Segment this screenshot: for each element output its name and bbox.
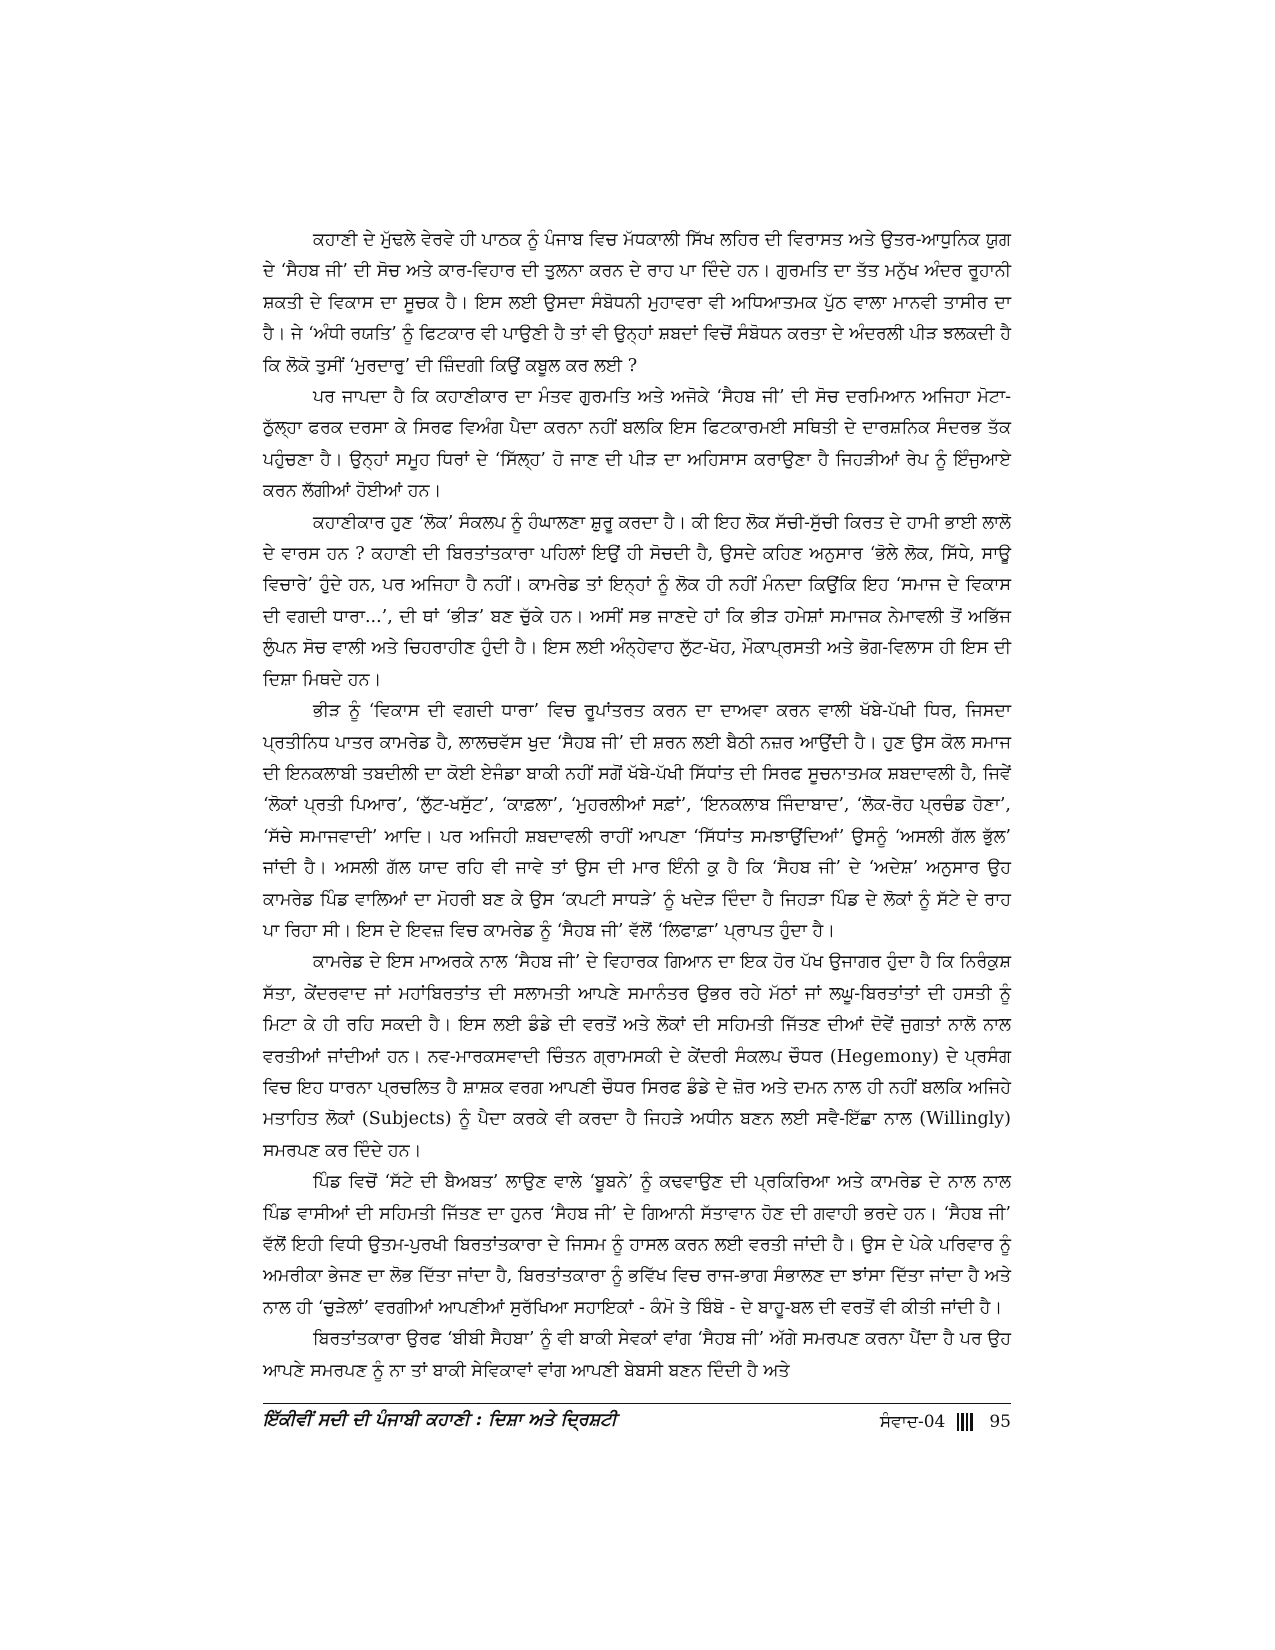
barcode-icon	[957, 1413, 973, 1431]
footer-issue-label: ਸੰਵਾਦ-04	[879, 1412, 946, 1432]
article-body	[263, 225, 1011, 1387]
paragraph-5: ਕਾਮਰੇਡ ਦੇ ਇਸ ਮਾਅਰਕੇ ਨਾਲ ‘ਸੈਹਬ ਜੀ’ ਦੇ ਵਿਹਾਰਕ ਗਿਆਨ ਦਾ ਇਕ ਹੋਰ ਪੱਖ ਉਜਾਗਰ ਹੁੰਦਾ ਹੈ ਕਿ ਨਿਰੰਕੁਸ਼ ਸੱਤਾ, ਕੇਂਦਰਵਾਦ ਜਾਂ ਮਹਾਂਬਿਰਤਾਂਤ ਦੀ ਸਲਾਮਤੀ ਆਪਣੇ ਸਮਾਨੰਤਰ ਉਭਰ ਰਹੇ ਮੱਠਾਂ ਜਾਂ ਲਘੂ-ਬਿਰਤਾਂਤਾਂ ਦੀ ਹਸਤੀ ਨੂੰ ਮਿਟਾ ਕੇ ਹੀ ਰਹਿ ਸਕਦੀ ਹੈ। ਇਸ ਲਈ ਡੰਡੇ ਦੀ ਵਰਤੋਂ ਅਤੇ ਲੋਕਾਂ ਦੀ ਸਹਿਮਤੀ ਜਿੱਤਣ ਦੀਆਂ ਦੋਵੇਂ ਜੁਗਤਾਂ ਨਾਲੋ ਨਾਲ ਵਰਤੀਆਂ ਜਾਂਦੀਆਂ ਹਨ। ਨਵ-ਮਾਰਕਸਵਾਦੀ ਚਿੰਤਨ ਗ੍ਰਾਮਸਕੀ ਦੇ ਕੇਂਦਰੀ ਸੰਕਲਪ ਚੌਧਰ (Hegemony) ਦੇ ਪ੍ਰਸੰਗ ਵਿਚ ਇਹ ਧਾਰਨਾ ਪ੍ਰਚਲਿਤ ਹੈ ਸ਼ਾਸ਼ਕ ਵਰਗ ਆਪਣੀ ਚੌਧਰ ਸਿਰਫ ਡੰਡੇ ਦੇ ਜ਼ੋਰ ਅਤੇ ਦਮਨ ਨਾਲ ਹੀ ਨਹੀਂ ਬਲਕਿ ਅਜਿਹੇ ਮਤਾਹਿਤ ਲੋਕਾਂ (Subjects) ਨੂੰ ਪੈਦਾ ਕਰਕੇ ਵੀ ਕਰਦਾ ਹੈ ਜਿਹੜੇ ਅਧੀਨ ਬਣਨ ਲਈ ਸਵੈ-ਇੱਛਾ ਨਾਲ (Willingly) ਸਮਰਪਣ ਕਰ ਦਿੰਦੇ ਹਨ।	[263, 952, 1011, 1161]
paragraph-7: ਬਿਰਤਾਂਤਕਾਰਾ ਉਰਫ ‘ਬੀਬੀ ਸੈਹਬਾ’ ਨੂੰ ਵੀ ਬਾਕੀ ਸੇਵਕਾਂ ਵਾਂਗ ‘ਸੈਹਬ ਜੀ’ ਅੱਗੇ ਸਮਰਪਣ ਕਰਨਾ ਪੈਂਦਾ ਹੈ ਪਰ ਉਹ ਆਪਣੇ ਸਮਰਪਣ ਨੂੰ ਨਾ ਤਾਂ ਬਾਕੀ ਸੇਵਿਕਾਵਾਂ ਵਾਂਗ ਆਪਣੀ ਬੇਬਸੀ ਬਣਨ ਦਿੰਦੀ ਹੈ ਅਤੇ	[263, 1329, 1011, 1381]
paragraph-4: ਭੀੜ ਨੂੰ ‘ਵਿਕਾਸ ਦੀ ਵਗਦੀ ਧਾਰਾ’ ਵਿਚ ਰੂਪਾਂਤਰਤ ਕਰਨ ਦਾ ਦਾਅਵਾ ਕਰਨ ਵਾਲੀ ਖੱਬੇ-ਪੱਖੀ ਧਿਰ, ਜਿਸਦਾ ਪ੍ਰਤੀਨਿਧ ਪਾਤਰ ਕਾਮਰੇਡ ਹੈ, ਲਾਲਚਵੱਸ ਖੁਦ ‘ਸੈਹਬ ਜੀ’ ਦੀ ਸ਼ਰਨ ਲਈ ਬੈਠੀ ਨਜ਼ਰ ਆਉਂਦੀ ਹੈ। ਹੁਣ ਉਸ ਕੋਲ ਸਮਾਜ ਦੀ ਇਨਕਲਾਬੀ ਤਬਦੀਲੀ ਦਾ ਕੋਈ ਏਜੰਡਾ ਬਾਕੀ ਨਹੀਂ ਸਗੋਂ ਖੱਬੇ-ਪੱਖੀ ਸਿੱਧਾਂਤ ਦੀ ਸਿਰਫ ਸੂਚਨਾਤਮਕ ਸ਼ਬਦਾਵਲੀ ਹੈ, ਜਿਵੇਂ ‘ਲੋਕਾਂ ਪ੍ਰਤੀ ਪਿਆਰ’, ‘ਲੁੱਟ-ਖਸੁੱਟ’, ‘ਕਾਫ਼ਲਾ’, ‘ਮੁਹਰਲੀਆਂ ਸਫ਼ਾਂ’, ‘ਇਨਕਲਾਬ ਜਿੰਦਾਬਾਦ’, ‘ਲੋਕ-ਰੋਹ ਪ੍ਰਚੰਡ ਹੋਣਾ’, ‘ਸੱਚੇ ਸਮਾਜਵਾਦੀ’ ਆਦਿ। ਪਰ ਅਜਿਹੀ ਸ਼ਬਦਾਵਲੀ ਰਾਹੀਂ ਆਪਣਾ ‘ਸਿੱਧਾਂਤ ਸਮਝਾਉਂਦਿਆਂ’ ਉਸਨੂੰ ‘ਅਸਲੀ ਗੱਲ ਭੁੱਲ’ ਜਾਂਦੀ ਹੈ। ਅਸਲੀ ਗੱਲ ਯਾਦ ਰਹਿ ਵੀ ਜਾਵੇ ਤਾਂ ਉਸ ਦੀ ਮਾਰ ਇੰਨੀ ਕੁ ਹੈ ਕਿ ‘ਸੈਹਬ ਜੀ’ ਦੇ ‘ਅਦੇਸ਼’ ਅਨੁਸਾਰ ਉਹ ਕਾਮਰੇਡ ਪਿੰਡ ਵਾਲਿਆਂ ਦਾ ਮੋਹਰੀ ਬਣ ਕੇ ਉਸ ‘ਕਪਟੀ ਸਾਧੜੇ’ ਨੂੰ ਖਦੇੜ ਦਿੰਦਾ ਹੈ ਜਿਹੜਾ ਪਿੰਡ ਦੇ ਲੋਕਾਂ ਨੂੰ ਸੱਟੇ ਦੇ ਰਾਹ ਪਾ ਰਿਹਾ ਸੀ। ਇਸ ਦੇ ਇਵਜ਼ ਵਿਚ ਕਾਮਰੇਡ ਨੂੰ ‘ਸੈਹਬ ਜੀ’ ਵੱਲੋਂ ‘ਲਿਫਾਫ਼ਾ’ ਪ੍ਰਾਪਤ ਹੁੰਦਾ ਹੈ।	[263, 701, 1011, 941]
paragraph-1: ਕਹਾਣੀ ਦੇ ਮੁੱਢਲੇ ਵੇਰਵੇ ਹੀ ਪਾਠਕ ਨੂੰ ਪੰਜਾਬ ਵਿਚ ਮੱਧਕਾਲੀ ਸਿੱਖ ਲਹਿਰ ਦੀ ਵਿਰਾਸਤ ਅਤੇ ਉਤਰ-ਆਧੁਨਿਕ ਯੁਗ ਦੇ ‘ਸੈਹਬ ਜੀ’ ਦੀ ਸੋਚ ਅਤੇ ਕਾਰ-ਵਿਹਾਰ ਦੀ ਤੁਲਨਾ ਕਰਨ ਦੇ ਰਾਹ ਪਾ ਦਿੰਦੇ ਹਨ। ਗੁਰਮਤਿ ਦਾ ਤੱਤ ਮਨੁੱਖ ਅੰਦਰ ਰੂਹਾਨੀ ਸ਼ਕਤੀ ਦੇ ਵਿਕਾਸ ਦਾ ਸੂਚਕ ਹੈ। ਇਸ ਲਈ ਉਸਦਾ ਸੰਬੋਧਨੀ ਮੁਹਾਵਰਾ ਵੀ ਅਧਿਆਤਮਕ ਪੁੱਠ ਵਾਲਾ ਮਾਨਵੀ ਤਾਸੀਰ ਦਾ ਹੈ। ਜੇ ‘ਅੰਧੀ ਰਯਤਿ’ ਨੂੰ ਫਿਟਕਾਰ ਵੀ ਪਾਉਣੀ ਹੈ ਤਾਂ ਵੀ ਉਨ੍ਹਾਂ ਸ਼ਬਦਾਂ ਵਿਚੋਂ ਸੰਬੋਧਨ ਕਰਤਾ ਦੇ ਅੰਦਰਲੀ ਪੀੜ ਝਲਕਦੀ ਹੈ ਕਿ ਲੋਕੋ ਤੁਸੀਂ ‘ਮੁਰਦਾਰੁ’ ਦੀ ਜ਼ਿੰਦਗੀ ਕਿਉਂ ਕਬੂਲ ਕਰ ਲਈ ?	[263, 230, 1011, 376]
page-number: 95	[989, 1412, 1011, 1432]
paragraph-3: ਕਹਾਣੀਕਾਰ ਹੁਣ ‘ਲੋਕ’ ਸੰਕਲਪ ਨੂੰ ਹੰਘਾਲਣਾ ਸ਼ੁਰੂ ਕਰਦਾ ਹੈ। ਕੀ ਇਹ ਲੋਕ ਸੱਚੀ-ਸੁੱਚੀ ਕਿਰਤ ਦੇ ਹਾਮੀ ਭਾਈ ਲਾਲੋ ਦੇ ਵਾਰਸ ਹਨ ? ਕਹਾਣੀ ਦੀ ਬਿਰਤਾਂਤਕਾਰਾ ਪਹਿਲਾਂ ਇਉਂ ਹੀ ਸੋਚਦੀ ਹੈ, ਉਸਦੇ ਕਹਿਣ ਅਨੁਸਾਰ ‘ਭੋਲੇ ਲੋਕ, ਸਿੱਧੇ, ਸਾਊ ਵਿਚਾਰੇ’ ਹੁੰਦੇ ਹਨ, ਪਰ ਅਜਿਹਾ ਹੈ ਨਹੀਂ। ਕਾਮਰੇਡ ਤਾਂ ਇਨ੍ਹਾਂ ਨੂੰ ਲੋਕ ਹੀ ਨਹੀਂ ਮੰਨਦਾ ਕਿਉਂਕਿ ਇਹ ‘ਸਮਾਜ ਦੇ ਵਿਕਾਸ ਦੀ ਵਗਦੀ ਧਾਰਾ...’, ਦੀ ਥਾਂ ‘ਭੀੜ’ ਬਣ ਚੁੱਕੇ ਹਨ। ਅਸੀਂ ਸਭ ਜਾਣਦੇ ਹਾਂ ਕਿ ਭੀੜ ਹਮੇਸ਼ਾਂ ਸਮਾਜਕ ਨੇਮਾਵਲੀ ਤੋਂ ਅਭਿੱਜ ਲੁੰਪਨ ਸੋਚ ਵਾਲੀ ਅਤੇ ਚਿਹਰਾਹੀਣ ਹੁੰਦੀ ਹੈ। ਇਸ ਲਈ ਅੰਨ੍ਹੇਵਾਹ ਲੁੱਟ-ਖੋਹ, ਮੌਕਾਪ੍ਰਸਤੀ ਅਤੇ ਭੋਗ-ਵਿਲਾਸ ਹੀ ਇਸ ਦੀ ਦਿਸ਼ਾ ਮਿਥਦੇ ਹਨ।	[263, 512, 1011, 690]
footer-divider	[263, 1403, 1011, 1404]
paragraph-6: ਪਿੰਡ ਵਿਚੋਂ ‘ਸੱਟੇ ਦੀ ਬੈਅਬਤ’ ਲਾਉਣ ਵਾਲੇ ‘ਬੂਬਨੇ’ ਨੂੰ ਕਢਵਾਉਣ ਦੀ ਪ੍ਰਕਿਰਿਆ ਅਤੇ ਕਾਮਰੇਡ ਦੇ ਨਾਲ ਨਾਲ ਪਿੰਡ ਵਾਸੀਆਂ ਦੀ ਸਹਿਮਤੀ ਜਿੱਤਣ ਦਾ ਹੁਨਰ ‘ਸੈਹਬ ਜੀ’ ਦੇ ਗਿਆਨੀ ਸੱਤਾਵਾਨ ਹੋਣ ਦੀ ਗਵਾਹੀ ਭਰਦੇ ਹਨ। ‘ਸੈਹਬ ਜੀ’ ਵੱਲੋਂ ਇਹੀ ਵਿਧੀ ਉਤਮ-ਪੁਰਖੀ ਬਿਰਤਾਂਤਕਾਰਾ ਦੇ ਜਿਸਮ ਨੂੰ ਹਾਸਲ ਕਰਨ ਲਈ ਵਰਤੀ ਜਾਂਦੀ ਹੈ। ਉਸ ਦੇ ਪੇਕੇ ਪਰਿਵਾਰ ਨੂੰ ਅਮਰੀਕਾ ਭੇਜਣ ਦਾ ਲੋਭ ਦਿੱਤਾ ਜਾਂਦਾ ਹੈ, ਬਿਰਤਾਂਤਕਾਰਾ ਨੂੰ ਭਵਿੱਖ ਵਿਚ ਰਾਜ-ਭਾਗ ਸੰਭਾਲਣ ਦਾ ਝਾਂਸਾ ਦਿੱਤਾ ਜਾਂਦਾ ਹੈ ਅਤੇ ਨਾਲ ਹੀ ‘ਚੁੜੇਲਾਂ’ ਵਰਗੀਆਂ ਆਪਣੀਆਂ ਸੁਰੱਖਿਆ ਸਹਾਇਕਾਂ - ਕੰਮੋ ਤੇ ਬਿੰਬੋ - ਦੇ ਬਾਹੂ-ਬਲ ਦੀ ਵਰਤੋਂ ਵੀ ਕੀਤੀ ਜਾਂਦੀ ਹੈ।	[263, 1172, 1011, 1318]
footer-book-title: ਇੱਕੀਵੀਂ ਸਦੀ ਦੀ ਪੰਜਾਬੀ ਕਹਾਣੀ : ਦਿਸ਼ਾ ਅਤੇ ਦ੍ਰਿਸ਼ਟੀ	[263, 1410, 617, 1430]
paragraph-2: ਪਰ ਜਾਪਦਾ ਹੈ ਕਿ ਕਹਾਣੀਕਾਰ ਦਾ ਮੰਤਵ ਗੁਰਮਤਿ ਅਤੇ ਅਜੋਕੇ ‘ਸੈਹਬ ਜੀ’ ਦੀ ਸੋਚ ਦਰਮਿਆਨ ਅਜਿਹਾ ਮੋਟਾ-ਠੁੱਲ੍ਹਾ ਫਰਕ ਦਰਸਾ ਕੇ ਸਿਰਫ ਵਿਅੰਗ ਪੈਦਾ ਕਰਨਾ ਨਹੀਂ ਬਲਕਿ ਇਸ ਫਿਟਕਾਰਮਈ ਸਥਿਤੀ ਦੇ ਦਾਰਸ਼ਨਿਕ ਸੰਦਰਭ ਤੱਕ ਪਹੁੰਚਣਾ ਹੈ। ਉਨ੍ਹਾਂ ਸਮੂਹ ਧਿਰਾਂ ਦੇ ‘ਸਿੱਲ੍ਹ’ ਹੋ ਜਾਣ ਦੀ ਪੀੜ ਦਾ ਅਹਿਸਾਸ ਕਰਾਉਣਾ ਹੈ ਜਿਹੜੀਆਂ ਰੇਪ ਨੂੰ ਇੰਜੁਆਏ ਕਰਨ ਲੱਗੀਆਂ ਹੋਈਆਂ ਹਨ।	[263, 387, 1011, 502]
footer-issue-info	[880, 1412, 1011, 1432]
